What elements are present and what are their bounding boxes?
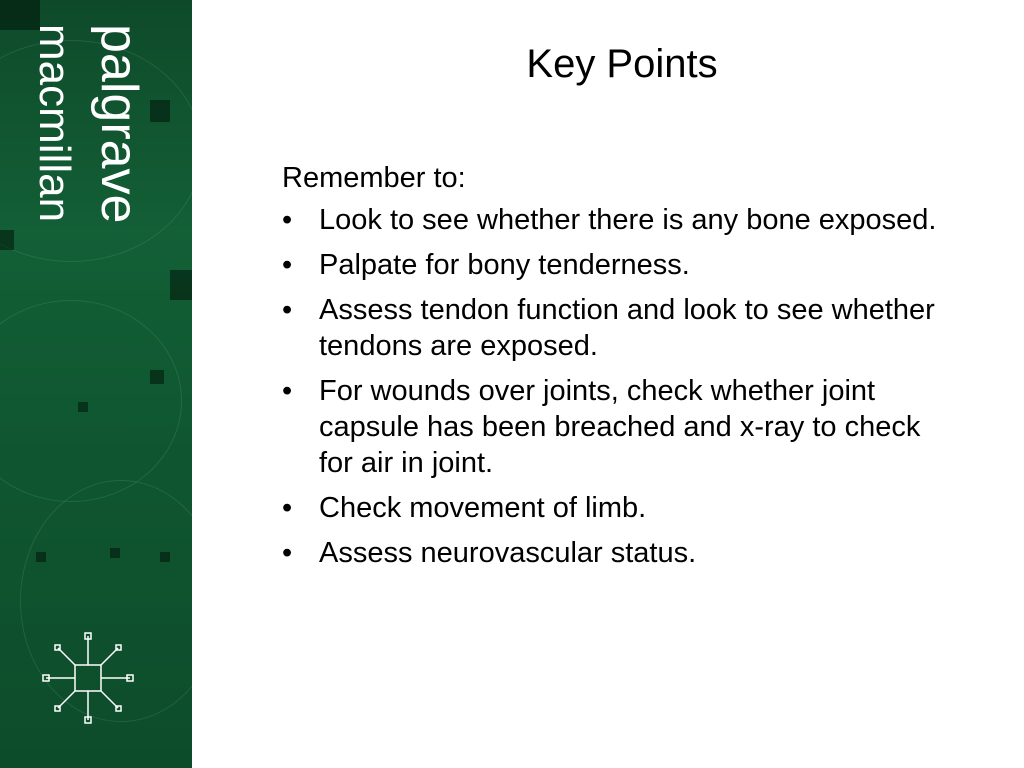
logo-line-macmillan: macmillan bbox=[30, 24, 79, 223]
list-item bbox=[282, 202, 942, 238]
decorative-shape bbox=[150, 370, 164, 384]
decorative-shape bbox=[78, 402, 88, 412]
bullet-text: For wounds over joints, check whether joint capsule has been breached and x-ray to check for air in joint. bbox=[319, 375, 921, 479]
decorative-shape bbox=[150, 100, 170, 122]
decorative-shape bbox=[36, 552, 46, 562]
decorative-shape bbox=[170, 270, 192, 300]
publisher-logo-wordmark bbox=[30, 24, 148, 274]
decorative-shape bbox=[0, 230, 14, 250]
publisher-logo bbox=[30, 24, 148, 274]
publisher-emblem-icon bbox=[42, 632, 134, 724]
bullet-icon: • bbox=[282, 204, 293, 236]
bullet-text: Palpate for bony tenderness. bbox=[319, 249, 690, 281]
bullet-icon: • bbox=[282, 537, 293, 569]
bullet-text: Assess tendon function and look to see whether tendons are exposed. bbox=[319, 294, 935, 362]
list-item bbox=[282, 535, 942, 571]
brand-sidebar bbox=[0, 0, 192, 768]
decorative-shape bbox=[0, 300, 182, 502]
bullet-icon: • bbox=[282, 375, 293, 407]
slide-body bbox=[282, 160, 942, 580]
bullet-text: Assess neurovascular status. bbox=[319, 537, 697, 569]
bullet-text: Look to see whether there is any bone exposed. bbox=[319, 204, 937, 236]
decorative-shape bbox=[110, 548, 120, 558]
list-item bbox=[282, 247, 942, 283]
list-item bbox=[282, 490, 942, 526]
list-item bbox=[282, 373, 942, 481]
logo-line-palgrave: palgrave bbox=[90, 24, 148, 224]
decorative-shape bbox=[160, 552, 170, 562]
bullet-text: Check movement of limb. bbox=[319, 492, 647, 524]
bullet-icon: • bbox=[282, 249, 293, 281]
bullet-icon: • bbox=[282, 294, 293, 326]
intro-text: Remember to: bbox=[282, 162, 466, 194]
bullet-icon: • bbox=[282, 492, 293, 524]
slide-title: Key Points bbox=[526, 42, 718, 86]
key-points-list bbox=[282, 202, 942, 571]
list-item bbox=[282, 292, 942, 364]
